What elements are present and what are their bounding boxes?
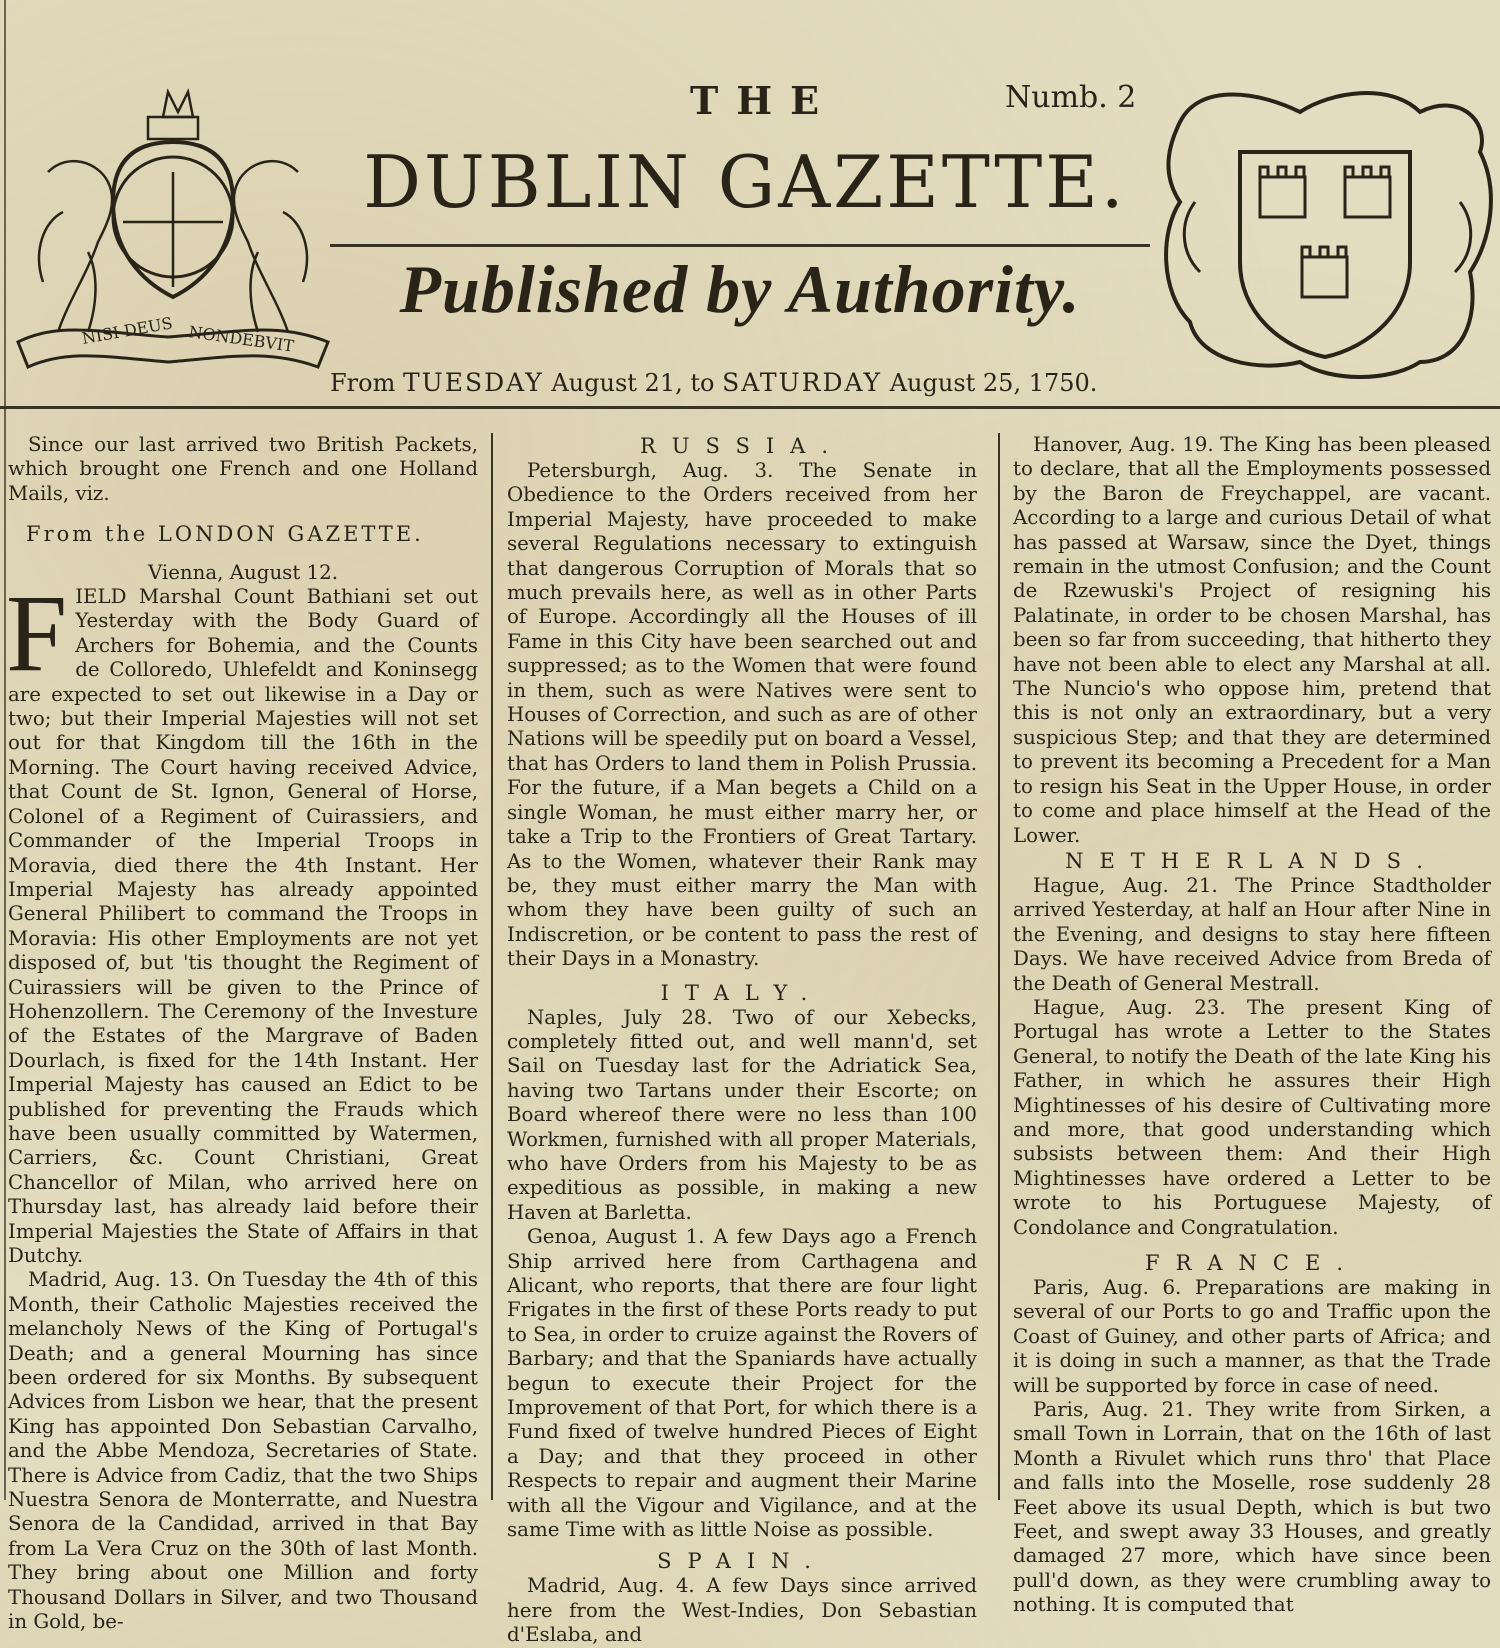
hague-article-1: Hague, Aug. 21. The Prince Stadtholder arrived Yesterday, at half an Hour after Nine in the Evening, and designs to stay here fifteen Days. We have received Advice from Breda of the Death of General Mestrall. xyxy=(1013,873,1491,995)
masthead-subtitle: Published by Authority. xyxy=(399,251,1081,327)
vienna-dateline: Vienna, August 12. xyxy=(147,560,339,584)
intro-paragraph: Since our last arrived two British Packets, which brought one French and one Holland Mails, viz. xyxy=(8,433,478,505)
dateline-from: From xyxy=(330,369,396,397)
spain-article: Madrid, Aug. 4. A few Days since arrived here from the West-Indies, Don Sebastian d'Eslaba, and xyxy=(507,1574,977,1647)
drop-cap: F xyxy=(6,572,68,695)
page-edge-rule xyxy=(4,0,6,1500)
masthead-the: THE xyxy=(690,78,838,123)
svg-text:NONDEBVIT: NONDEBVIT xyxy=(187,322,295,356)
column-right xyxy=(1013,433,1491,1617)
italy-heading: ITALY. xyxy=(660,980,824,1005)
hanover-article: Hanover, Aug. 19. The King has been pleased to declare, that all the Employments possessed by the Baron de Freychappel, are vacant. According to a large and curious Detail of what has passed at Warsaw, since the Dyet, things remain in the utmost Confusion; and the Count de Rzewuski's Project of resigning his Palatinate, in order to be chosen Marshal, has been so far from succeeding, that hitherto they have not been able to elect any Marshal at all. The Nuncio's who oppose him, pretend that this is not only an extraordinary, but a very suspicious Step; and that they are determined to prevent its becoming a Precedent for a Man to resign his Seat in the Upper House, in order to come and place himself at the Head of the Lower. xyxy=(1013,433,1491,847)
masthead-bottom-rule xyxy=(0,406,1500,409)
london-gazette-heading: From the LONDON GAZETTE. xyxy=(26,522,424,547)
dateline xyxy=(330,368,1160,397)
netherlands-heading: NETHERLANDS. xyxy=(1065,848,1439,873)
paris-article-1: Paris, Aug. 6. Preparations are making in several of our Ports to go and Traffic upon the Coast of Guiney, and other parts of Africa; and it is doing in such a manner, as that the Trade will be supported by force in case of need. xyxy=(1013,1276,1491,1397)
column-divider-1 xyxy=(491,433,493,1500)
masthead-rule-top xyxy=(330,244,1150,247)
column-divider-2 xyxy=(998,433,1000,1500)
russia-heading: RUSSIA. xyxy=(639,434,845,458)
vienna-article-body: IELD Marshal Count Bathiani set out Yesterday with the Body Guard of Archers for Bohemia, and the Counts de Colloredo, Uhlefeldt and Koninsegg are expected to set out likewise in a Day or two; but their Imperial Majesties will not set out for that Kingdom till the 16th in the Morning. The Court having received Advice, that Count de St. Ignon, General of Horse, Colonel of a Regiment of Cuirassiers, and Commander of the Imperial Troops in Moravia, died there the 4th Instant. Her Imperial Majesty has already appointed General Philibert to command the Troops in Moravia: His other Employments are not yet disposed of, but 'tis thought the Regiment of Cuirassiers will be given to the Prince of Hohenzollern. The Ceremony of the Investure of the Estates of the Margrave of Baden Dourlach, is fixed for the 14th Instant. Her Imperial Majesty has caused an Edict to be published for preventing the Frauds which have been usually committed by Watermen, Carriers, &c. Count Christiani, Great Chancellor of Milan, who arrived here on Thursday last, has already laid before their Imperial Majesties the State of Affairs in that Dutchy. xyxy=(8,585,478,1267)
masthead-title: DUBLIN GAZETTE. xyxy=(363,140,1127,224)
naples-article: Naples, July 28. Two of our Xebecks, completely fitted out, and well mann'd, set Sail on Tuesday last for the Adriatick Sea, having two Tartans under their Escorte; on Board whereof there were no less than 100 Workmen, furnished with all proper Materials, who have Orders from his Majesty to be as expeditious as possible, in making a new Haven at Barletta. xyxy=(507,1005,977,1224)
dateline-day-start: TUESDAY xyxy=(402,368,544,397)
france-heading: FRANCE. xyxy=(1145,1251,1359,1275)
hague-article-2: Hague, Aug. 23. The present King of Portugal has wrote a Letter to the States General, to notify the Death of the late King his Father, in which he assures their High Mightinesses of his desire of Cultivating more and more, that good understanding which subsists between them: And their High Mightinesses have ordered a Letter to be wrote to his Portuguese Majesty, of Condolance and Congratulation. xyxy=(1013,995,1491,1239)
issue-number: Numb. 2 xyxy=(1005,80,1137,115)
paris-article-2: Paris, Aug. 21. They write from Sirken, a small Town in Lorrain, that on the 16th of last Month a Rivulet which runs thro' that Place and falls into the Moselle, rose suddenly 28 Feet above its usual Depth, which is but two Feet, and swept away 33 Houses, and greatly damaged 27 more, which have since been pull'd down, as they were crumbling away to nothing. It is computed that xyxy=(1013,1398,1491,1617)
dateline-date-end: August 25, 1750. xyxy=(889,369,1098,397)
royal-arms-crest-icon xyxy=(8,82,338,382)
dublin-arms-crest-icon xyxy=(1160,82,1495,382)
genoa-article: Genoa, August 1. A few Days ago a French Ship arrived here from Carthagena and Alicant, who reports, that there are four light Frigates in the first of these Ports ready to put to Sea, in order to cruize against the Rovers of Barbary; and that the Spaniards have actually begun to execute their Project for the Improvement of that Port, for which there is a Fund fixed of twelve hundred Pieces of Eight a Day; and that they proceed in other Respects to repair and augment their Marine with all the Vigour and Vigilance, and at the same Time with as little Noise as possible. xyxy=(507,1225,977,1542)
spain-heading: SPAIN. xyxy=(657,1549,827,1574)
dateline-date-start: August 21, to xyxy=(551,369,715,397)
madrid-article: Madrid, Aug. 13. On Tuesday the 4th of this Month, their Catholic Majesties received the melancholy News of the King of Portugal's Death; and a general Mourning has since been ordered for six Months. By subsequent Advices from Lisbon we hear, that the present King has appointed Don Sebastian Carvalho, and the Abbe Mendoza, Secretaries of State. There is Advice from Cadiz, that the two Ships Nuestra Senora de Monterratte, and Nuestra Senora de la Candidad, arrived in that Bay from La Vera Cruz on the 30th of last Month. They bring about one Million and forty Thousand Dollars in Silver, and two Thousand in Gold, be- xyxy=(8,1268,478,1634)
column-left xyxy=(6,433,478,1634)
russia-article: Petersburgh, Aug. 3. The Senate in Obedience to the Orders received from her Imperial Majesty, have proceeded to make several Regulations necessary to extinguish that dangerous Corruption of Morals that so much prevails here, as well as in other Parts of Europe. Accordingly all the Houses of ill Fame in this City have been searched out and suppressed; as to the Women that were found in them, such as were Natives were sent to Houses of Correction, and such as are of other Nations will be speedily put on board a Vessel, that has Orders to land them in Polish Prussia. For the future, if a Man begets a Child on a single Woman, he must either marry her, or take a Trip to the Frontiers of Great Tartary. As to the Women, whatever their Rank may be, they must either marry the Man with whom they have been guilty of such an Indiscretion, or be content to pass the rest of their Days in a Monastry. xyxy=(507,459,977,971)
column-middle xyxy=(507,433,977,1647)
svg-text:NISI DEUS: NISI DEUS xyxy=(80,313,174,348)
dateline-day-end: SATURDAY xyxy=(722,368,883,397)
